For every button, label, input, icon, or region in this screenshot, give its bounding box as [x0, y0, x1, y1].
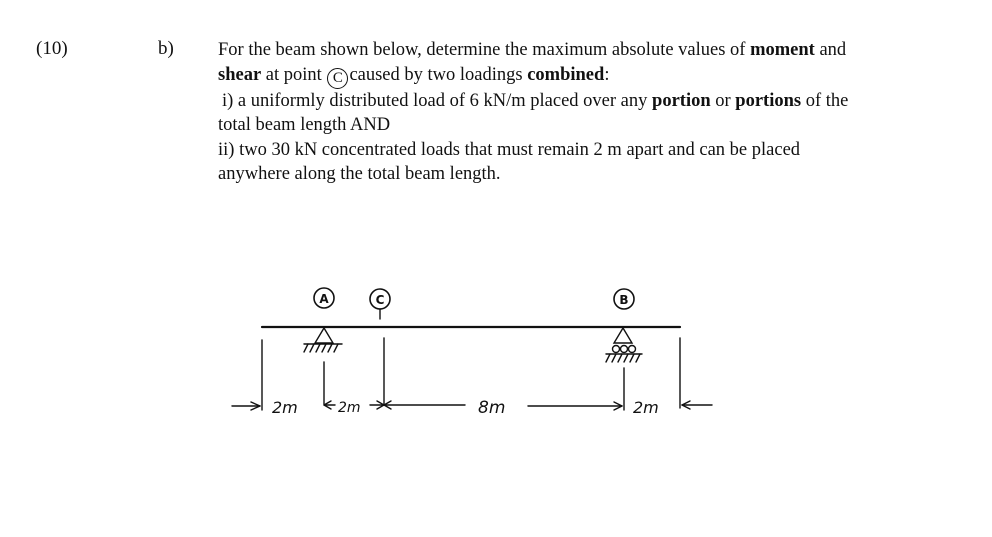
roller-support-b [606, 328, 642, 362]
dimension-label-1: 2m [272, 398, 298, 417]
pin-support-a [304, 328, 342, 352]
emphasis-shear: shear [218, 64, 262, 85]
label-point-b [614, 289, 634, 309]
label-point-a [314, 288, 334, 308]
question-part: b) [158, 38, 174, 59]
problem-line-4: total beam length AND [218, 115, 391, 135]
emphasis-combined: combined [527, 64, 605, 85]
emphasis-portions: portions [735, 90, 802, 111]
problem-line-3: i) a uniformly distributed load of 6 kN/m placed over any portion or portions of the [222, 90, 849, 111]
svg-text:B: B [619, 293, 629, 307]
dimension-label-2: 2m [338, 400, 361, 416]
svg-text:C: C [375, 293, 385, 307]
svg-text:A: A [319, 292, 329, 306]
emphasis-moment: moment [750, 40, 815, 60]
question-number: (10) [36, 38, 68, 59]
problem-line-6: anywhere along the total beam length. [218, 164, 501, 184]
problem-line-1: For the beam shown below, determine the maximum absolute values of moment and [218, 40, 847, 60]
problem-line-5: ii) two 30 kN concentrated loads that must remain 2 m apart and can be placed [218, 139, 801, 160]
dimension-label-3: 8m [478, 398, 506, 418]
dimension-label-4: 2m [633, 398, 659, 417]
problem-line-2: shear at point C caused by two loadings combined: [218, 63, 918, 89]
emphasis-portion: portion [652, 90, 711, 111]
label-point-c [370, 289, 390, 319]
dimension-extension-lines [262, 338, 680, 410]
circled-point-c: C [327, 68, 348, 89]
